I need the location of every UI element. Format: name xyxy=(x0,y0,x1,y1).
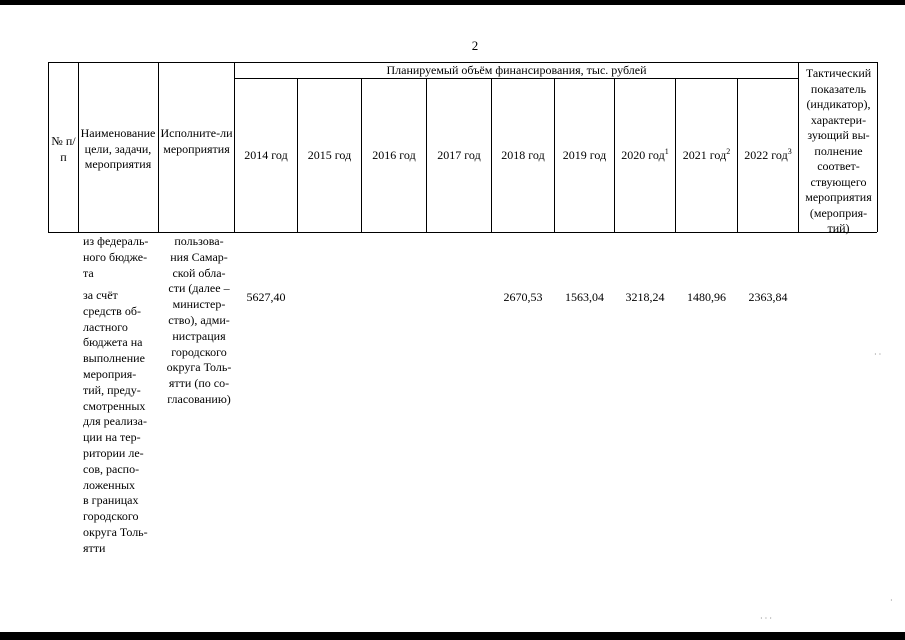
header-num: № п/п xyxy=(51,134,76,164)
value-2020: 3218,24 xyxy=(625,290,665,304)
scan-speck: · xyxy=(890,596,893,605)
header-name: Наименование цели, задачи, мероприятия xyxy=(80,126,156,171)
header-year: 2019 год xyxy=(562,148,607,162)
header-indicator: Тактический показатель (индикатор), характери-зующий вы-полнение соответ-ствующего мероприятия (мероприя-тий) xyxy=(805,66,872,235)
header-executor: Исполните-ли мероприятия xyxy=(160,126,233,156)
scan-speck: · · · xyxy=(760,614,772,623)
table-right-border xyxy=(877,62,878,232)
header-year: 2021 год$^2$ xyxy=(682,147,731,162)
header-year: 2015 год xyxy=(307,148,352,162)
value-2021: 1480,96 xyxy=(687,290,726,304)
header-year: 2018 год xyxy=(501,148,545,162)
value-2022: 2363,84 xyxy=(748,290,788,304)
value-2019: 1563,04 xyxy=(565,290,604,304)
scan-speck: · · xyxy=(874,350,882,359)
header-year: 2017 год xyxy=(437,148,481,162)
header-bottom-border xyxy=(48,232,877,233)
row-executor: пользова- ния Самар- ской обла- сти (далее – министер- ство), адми- нистрация городского округа Толь- ятти (по со- гласованию) xyxy=(166,234,232,406)
scan-bottom-border xyxy=(0,632,905,640)
header-year: 2016 год xyxy=(372,148,416,162)
header-year: 2022 год$^3$ xyxy=(744,147,792,162)
value-2014: 5627,40 xyxy=(246,290,286,304)
header-funding-group: Планируемый объём финансирования, тыс. рублей xyxy=(386,63,647,77)
row-name-federal: из федераль- ного бюдже- та xyxy=(83,234,149,280)
page-number: 2 xyxy=(471,38,479,53)
value-2018: 2670,53 xyxy=(503,290,543,304)
scan-top-border xyxy=(0,0,905,5)
col-border xyxy=(798,62,799,232)
col-border xyxy=(234,62,235,232)
header-year: 2020 год$^1$ xyxy=(621,147,669,162)
header-year: 2014 год xyxy=(244,148,288,162)
row-name-regional: за счёт средств об- ластного бюджета на выполнение мероприя- тий, преду- смотренных для реализа- ции на тер- ритории ле- сов, распо- ложенных в границах городского округа Толь- ятти xyxy=(83,288,148,555)
